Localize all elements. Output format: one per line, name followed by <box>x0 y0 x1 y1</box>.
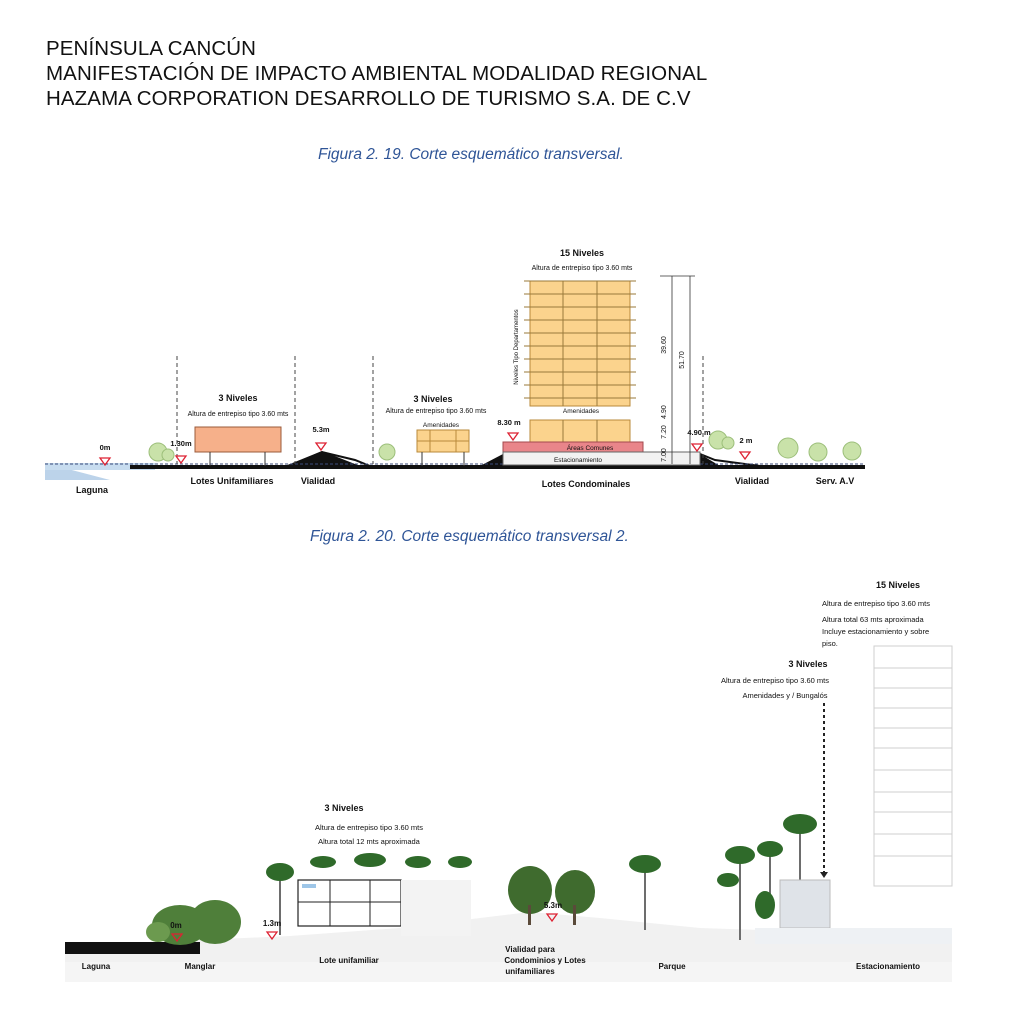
lote-line2: Altura total 12 mts aproximada <box>318 837 420 846</box>
dim-7-00: 7.00 <box>661 448 668 462</box>
zone-laguna: Laguna <box>75 485 109 495</box>
level-2m: 2 m <box>739 436 753 445</box>
small-building-title: 3 Niveles <box>413 394 453 404</box>
level-1-3m: 1.3m <box>262 919 282 928</box>
figure-2-diagram <box>65 580 952 982</box>
zone-vialidad-1: Vialidad <box>300 476 336 486</box>
small-building-amenities: Amenidades <box>422 422 460 429</box>
figure-1-caption: Figura 2. 19. Corte esquemático transversal. <box>318 146 624 163</box>
dim-51-70: 51.70 <box>679 351 686 369</box>
zone2-laguna: Laguna <box>81 962 111 971</box>
tower-parking-label: Estacionamiento <box>553 457 603 464</box>
zone2-vialidad-2: Condominios y Lotes <box>504 956 586 965</box>
tower2-line1: Altura de entrepiso tipo 3.60 mts <box>822 599 930 608</box>
ground-base <box>130 465 865 469</box>
zone2-lote: Lote unifamiliar <box>319 956 379 965</box>
tower-title: 15 Niveles <box>559 248 605 258</box>
level-5-3m: 5.3m <box>312 425 330 434</box>
header-line-2: MANIFESTACIÓN DE IMPACTO AMBIENTAL MODALIDAD REGIONAL <box>46 62 708 85</box>
height-guide-arrow <box>820 872 828 878</box>
lote-line1: Altura de entrepiso tipo 3.60 mts <box>315 823 423 832</box>
tower-body <box>530 281 630 406</box>
mid-line1: Altura de entrepiso tipo 3.60 mts <box>721 676 829 685</box>
amenities-block <box>780 880 830 928</box>
zone2-manglar: Manglar <box>184 962 216 971</box>
mangrove <box>146 900 241 945</box>
level-8-30m: 8.30 m <box>497 418 521 427</box>
tower2-title: 15 Niveles <box>875 580 921 590</box>
mid-title: 3 Niveles <box>788 659 828 669</box>
zone-lotes-unifamiliares: Lotes Unifamiliares <box>190 476 274 486</box>
dim-4-90: 4.90 <box>661 405 668 419</box>
tower2-line4: piso. <box>822 639 838 648</box>
zone-lotes-condominales: Lotes Condominales <box>541 479 631 489</box>
tower-vertical-label: Niveles Tipo Departamentos <box>514 309 520 385</box>
zone2-vialidad-1: Vialidad para <box>505 945 555 954</box>
dim-39-60: 39.60 <box>661 336 668 354</box>
level-4-90m: 4.90 m <box>687 428 711 437</box>
tower2-line3: Incluye estacionamiento y sobre <box>822 627 930 636</box>
level-0m: 0m <box>99 443 111 452</box>
tower2-line2: Altura total 63 mts aproximada <box>822 615 924 624</box>
zone2-vialidad-3: unifamiliares <box>505 967 555 976</box>
house-title: 3 Niveles <box>218 393 258 403</box>
tower-common-label: Áreas Comunes <box>566 445 614 452</box>
tower-amenities-label: Amenidades <box>562 408 600 415</box>
tower-outline <box>874 646 952 886</box>
level-0m-fig2: 0m <box>170 921 182 930</box>
tower-amenities-floors <box>530 420 630 442</box>
header-line-1: PENÍNSULA CANCÚN <box>46 37 257 60</box>
zone2-parque: Parque <box>658 962 686 971</box>
zone-serv-av: Serv. A.V <box>815 476 855 486</box>
figure-1-diagram <box>45 248 865 495</box>
dim-7-20: 7.20 <box>661 425 668 439</box>
house-subtitle: Altura de entrepiso tipo 3.60 mts <box>187 411 289 418</box>
level-1-30m: 1.30m <box>170 439 192 448</box>
level-5-3m-fig2: 5.3m <box>543 901 563 910</box>
zone2-estacionamiento: Estacionamiento <box>855 962 921 971</box>
house-block <box>195 427 281 452</box>
tower-subtitle: Altura de entrepiso tipo 3.60 mts <box>531 265 633 272</box>
lote-title: 3 Niveles <box>324 803 364 813</box>
small-building-subtitle: Altura de entrepiso tipo 3.60 mts <box>385 408 487 415</box>
figure-2-caption: Figura 2. 20. Corte esquemático transversal 2. <box>310 528 629 545</box>
parking-structure <box>755 928 952 944</box>
zone-vialidad-2: Vialidad <box>734 476 770 486</box>
lote-building-side <box>401 880 471 936</box>
tower-15-levels <box>503 248 700 465</box>
header-line-3: HAZAMA CORPORATION DESARROLLO DE TURISMO S.A. DE C.V <box>46 87 691 110</box>
mid-line2: Amenidades y / Bungalós <box>742 691 828 700</box>
